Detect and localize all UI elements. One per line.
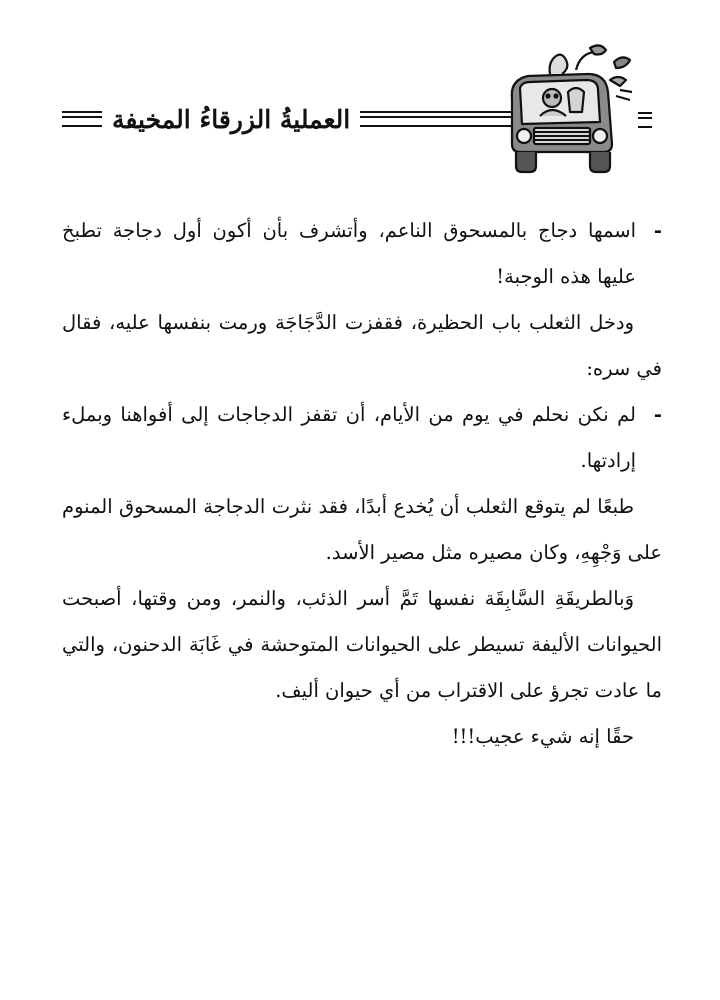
chapter-title: العمليةُ الزرقاءُ المخيفة <box>112 104 351 134</box>
paragraph-2: ودخل الثعلب باب الحظيرة، فقفزت الدَّجَاجَة ورمت بنفسها عليه، فقال في سره: <box>62 311 662 380</box>
title-rule-right <box>62 111 102 127</box>
paragraph-4: طبعًا لم يتوقع الثعلب أن يُخدع أبدًا، فقد نثرت الدجاجة المسحوق المنوم على وَجْهِهِ، وكان مصيره مثل مصير الأسد. <box>62 495 662 564</box>
bullet-mark: - <box>653 403 662 426</box>
truck-with-animals-icon <box>490 40 640 190</box>
paragraph-text: اسمها دجاج بالمسحوق الناعم، وأتشرف بأن أكون أول دجاجة تطبخ عليها هذه الوجبة! <box>62 219 636 288</box>
title-rule-far-right <box>638 112 652 128</box>
paragraph-6: حقًا إنه شيء عجيب!!! <box>451 725 634 748</box>
paragraph-5: وَبالطريقَةِ السَّابِقَة نفسها تَمَّ أسر الذئب، والنمر، ومن وقتها، أصبحت الحيوانات الأليفة تسيطر على الحيوانات المتوحشة في غَابَة الدحنون، والتي ما عادت تجرؤ على الاقتراب من أي حيوان أليف. <box>62 587 662 702</box>
paragraph-text: لم نكن نحلم في يوم من الأيام، أن تقفز الدجاجات إلى أفواهنا وبملء إرادتها. <box>62 403 636 472</box>
page-header <box>40 40 680 190</box>
bullet-mark: - <box>653 219 662 242</box>
bullet-paragraph-1 <box>62 208 662 300</box>
bullet-paragraph-3 <box>62 392 662 484</box>
title-row <box>62 102 517 136</box>
story-text <box>62 208 662 760</box>
